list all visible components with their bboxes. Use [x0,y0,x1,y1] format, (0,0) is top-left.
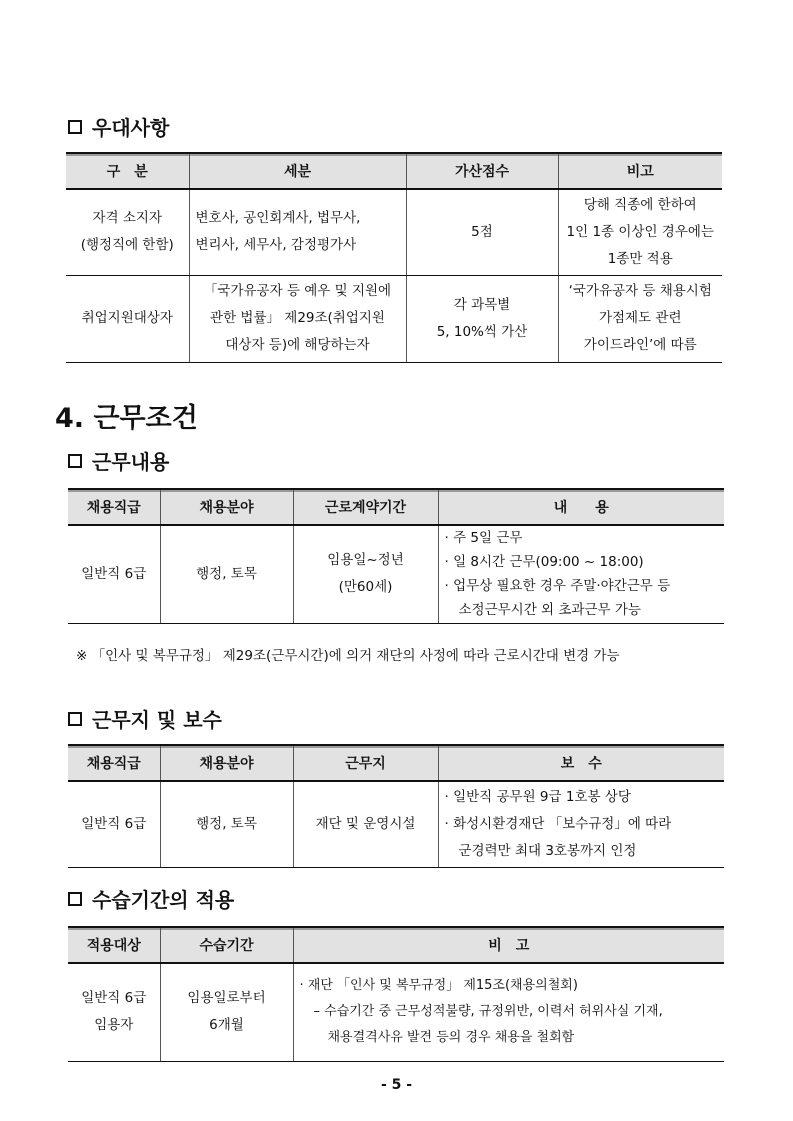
column-header: 내 용 [438,489,724,525]
remark-cell: 당해 직종에 한하여 1인 1종 이상인 경우에는 1종만 적용 [558,189,722,275]
table-header-row [68,489,724,525]
points-cell: 각 과목별 5, 10%씩 가산 [406,275,558,362]
column-header: 비 고 [293,927,724,963]
column-header: 근무지 [293,745,438,781]
category-cell: 자격 소지자 (행정직에 한함) [66,189,189,275]
checkbox-square-icon [68,454,82,468]
target-cell: 일반직 6급 임용자 [68,963,160,1061]
section-title: 우대사항 [92,116,170,140]
column-header: 채용분야 [160,489,293,525]
field-cell: 행정, 토목 [160,525,293,623]
table-row [66,275,722,362]
table-row [68,781,724,867]
detail-cell: 변호사, 공인회계사, 법무사, 변리사, 세무사, 감정평가사 [189,189,406,275]
section-heading-work-content [68,446,169,475]
column-header: 보 수 [438,745,724,781]
column-header: 세분 [189,153,406,189]
section-title: 수습기간의 적용 [92,888,235,912]
remark-cell: · 재단 「인사 및 복무규정」 제15조(채용의철회) – 수습기간 중 근무성적불량, 규정위반, 이력서 허위사실 기재, 채용결격사유 발견 등의 경우 채용을 철회함 [293,963,724,1061]
period-cell: 임용일로부터 6개월 [160,963,293,1061]
column-header: 적용대상 [68,927,160,963]
category-cell: 취업지원대상자 [66,275,189,362]
workplace-pay-table [68,744,724,868]
section-heading-probation [68,884,234,913]
column-header: 채용직급 [68,489,160,525]
table-row [68,963,724,1061]
column-header: 근로계약기간 [293,489,438,525]
content-cell: · 주 5일 근무 · 일 8시간 근무(09:00 ~ 18:00) · 업무상 필요한 경우 주말·야간근무 등 소정근무시간 외 초과근무 가능 [438,525,724,623]
place-cell: 재단 및 운영시설 [293,781,438,867]
section-heading-workplace-pay [68,704,222,733]
section-heading-preference [68,112,169,141]
period-cell: 임용일~정년 (만60세) [293,525,438,623]
points-cell: 5점 [406,189,558,275]
column-header: 비고 [558,153,722,189]
column-header: 채용분야 [160,745,293,781]
work-content-table [68,488,724,624]
field-cell: 행정, 토목 [160,781,293,867]
column-header: 가산점수 [406,153,558,189]
checkbox-square-icon [68,712,82,726]
probation-table [68,926,724,1062]
preference-table [66,152,722,363]
column-header: 구 분 [66,153,189,189]
remark-cell: ‘국가유공자 등 채용시험 가점제도 관련 가이드라인’에 따름 [558,275,722,362]
checkbox-square-icon [68,120,82,134]
table-header-row [66,153,722,189]
table-header-row [68,745,724,781]
column-header: 채용직급 [68,745,160,781]
table-row [66,189,722,275]
table-header-row [68,927,724,963]
grade-cell: 일반직 6급 [68,781,160,867]
page-number: - 5 - [380,1077,413,1093]
pay-cell: · 일반직 공무원 9급 1호봉 상당 · 화성시환경재단 「보수규정」에 따라 군경력만 최대 3호봉까지 인정 [438,781,724,867]
section-title: 근무지 및 보수 [92,708,222,732]
work-hours-note: ※ 「인사 및 복무규정」 제29조(근무시간)에 의거 재단의 사정에 따라 근로시간대 변경 가능 [76,648,620,664]
checkbox-square-icon [68,892,82,906]
section-title: 근무내용 [92,450,170,474]
grade-cell: 일반직 6급 [68,525,160,623]
table-row [68,525,724,623]
column-header: 수습기간 [160,927,293,963]
chapter-title: 4. 근무조건 [55,403,198,434]
detail-cell: 「국가유공자 등 예우 및 지원에 관한 법률」 제29조(취업지원 대상자 등)에 해당하는자 [189,275,406,362]
